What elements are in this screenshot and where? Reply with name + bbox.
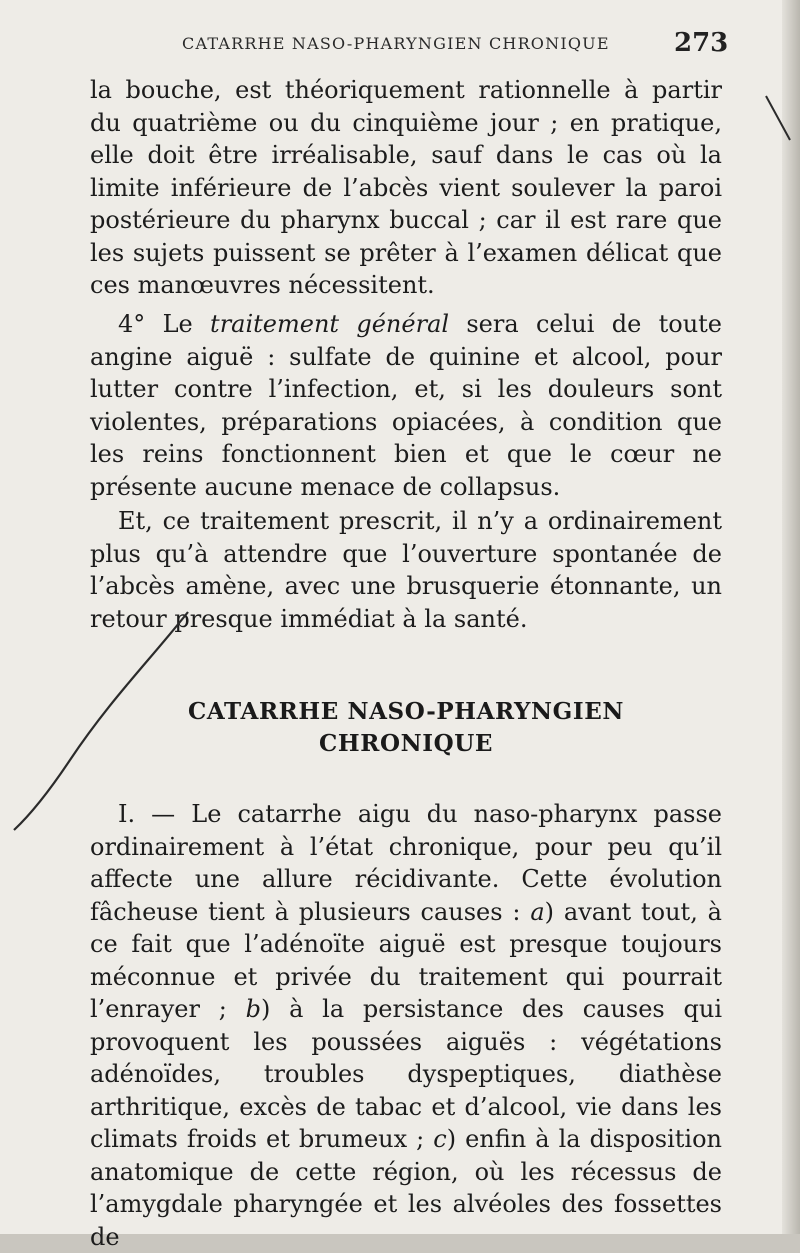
- paragraph-text-after: sera celui de toute angine aiguë : sulfate de quinine et alcool, pour lutter contre l’infection, et, si les douleurs sont violentes, préparations opiacées, à condition que les reins fonctionnent bien et que le cœur ne présente aucune menace de collapsus.: [90, 310, 723, 501]
- enum-b: b: [245, 995, 261, 1023]
- paragraph-abces-continuation: la bouche, est théoriquement rationnelle à partir du quatrième ou du cinquième jour ; en pratique, elle doit être irréalisable, sauf dans le cas où la limite inférieure de l’abcès vient soulever la paroi postérieure du pharynx buccal ; car il est rare que les sujets puissent se prêter à l’examen délicat que ces manœuvres nécessitent.: [90, 76, 722, 299]
- pencil-stroke-long: [14, 612, 188, 830]
- paragraph-conclusion-text: Et, ce traitement prescrit, il n’y a ordinairement plus qu’à attendre que l’ouverture spontanée de l’abcès amène, avec une brusquerie étonnante, un retour presque immédiat à la santé.: [90, 507, 722, 633]
- enum-c: c: [433, 1125, 447, 1153]
- section-heading-line-2: CHRONIQUE: [319, 730, 493, 757]
- emphasis-traitement-general: traitement général: [210, 310, 450, 338]
- enum-a: a: [530, 897, 545, 926]
- paragraph-i-mid-2: ) à la persistance des causes qui provoquent les poussées aiguës : végétations adénoïdes, troubles dyspeptiques, diathèse arthritique, excès de tabac et d’alcool, vie dans les climats froids et brumeux ;: [90, 995, 722, 1153]
- page-number: 273: [674, 28, 729, 58]
- paragraph-text-before: Le: [145, 310, 211, 338]
- list-number: 4°: [118, 310, 146, 338]
- paragraph-i-lead: I. — Le catarrhe aigu du naso-pharynx passe ordinairement à l’état chronique, pour peu qu’il affecte une allure récidivante. Cette évolution fâcheuse tient à plusieurs causes :: [90, 800, 722, 926]
- running-title: CATARRHE NASO-PHARYNGIEN CHRONIQUE: [182, 34, 610, 53]
- paragraph-i-mid-1: ) avant tout, à ce fait que l’adénoïte aiguë est presque toujours méconnue et privée du traitement qui pourrait l’enrayer ;: [90, 897, 722, 1023]
- section-heading-line-1: CATARRHE NASO-PHARYNGIEN: [187, 698, 625, 725]
- pencil-stroke-top-right: [766, 96, 790, 140]
- paragraph-i-end: ) enfin à la disposition anatomique de cette région, où les récessus de l’amygdale pharyngée et les alvéoles des fossettes de: [90, 1125, 722, 1251]
